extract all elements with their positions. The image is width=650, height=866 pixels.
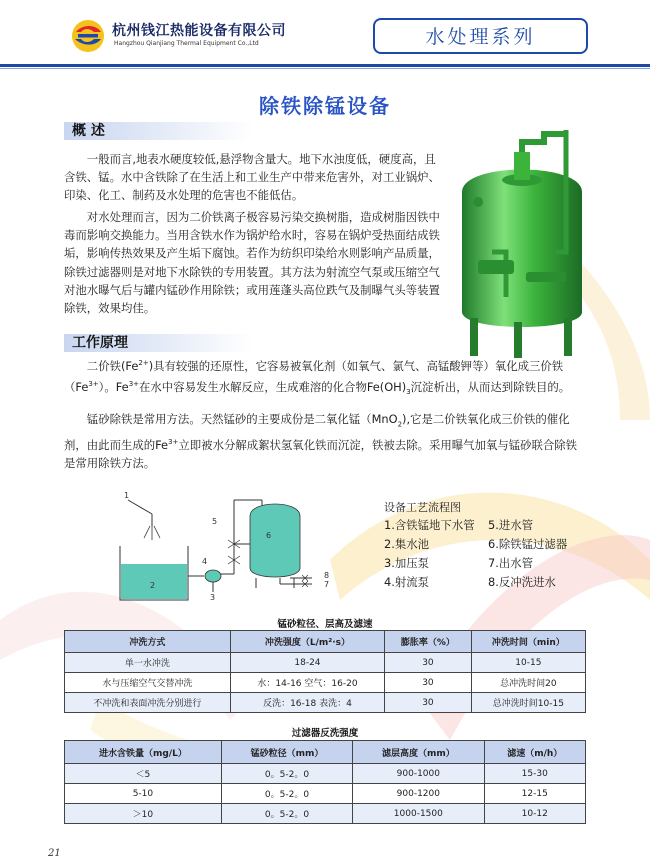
table-header: 冲洗方式 <box>65 631 231 653</box>
legend-item: 6.除铁锰过滤器 <box>488 537 568 551</box>
legend-item: 3.加压泵 <box>384 556 430 570</box>
table-cell: 不冲洗和表面冲洗分别进行 <box>65 693 231 713</box>
table-row <box>65 673 586 693</box>
table-cell: 18-24 <box>230 653 384 673</box>
section-principle-heading: 工作原理 <box>64 334 254 352</box>
table-cell: 15-30 <box>484 764 586 784</box>
table-cell: 5-10 <box>65 784 222 804</box>
table-cell: 30 <box>385 693 472 713</box>
header-divider <box>0 64 650 67</box>
table-row <box>65 764 586 784</box>
table-row <box>65 653 586 673</box>
table-header: 冲洗时间（min） <box>471 631 585 653</box>
table-cell: 30 <box>385 653 472 673</box>
table-cell: 30 <box>385 673 472 693</box>
table-header: 进水含铁量（mg/L） <box>65 741 222 764</box>
legend-item: 2.集水池 <box>384 537 430 551</box>
table-cell: 反洗：16-18 表洗：4 <box>230 693 384 713</box>
table-cell: 单一水冲洗 <box>65 653 231 673</box>
header-divider-thin <box>0 68 650 69</box>
table-header: 滤层高度（mm） <box>353 741 484 764</box>
company-name-cn: 杭州钱江热能设备有限公司 <box>112 23 286 39</box>
overview-paragraph-1: 一般而言,地表水硬度较低,悬浮物含量大。地下水浊度低，硬度高，且含铁、锰。水中含铁除了在生活上和工业生产中带来危害外，对工业锅炉、印染、化工、制药及水处理的危害也不能低估。 <box>64 152 440 203</box>
filter-parameter-table <box>64 740 586 824</box>
legend-item: 1.含铁锰地下水管 <box>384 518 475 532</box>
legend-list <box>384 516 567 592</box>
table-cell: 总冲洗时间20 <box>471 673 585 693</box>
table-cell: 水：14-16 空气：16-20 <box>230 673 384 693</box>
table-cell: 1000-1500 <box>353 804 484 824</box>
principle-paragraph-1: 二价铁$(Fe^{2+})$具有较强的还原性，它容易被氧化剂（如氧气、氯气、高锰酸钾等）氧化成三价铁$(Fe^{3+})$。$Fe^{3+}$在水中容易发生水解反应，生成难溶的化合物$Fe(OH)_3$沉淀析出，从而达到除铁目的。 <box>64 358 571 397</box>
table-cell: 10-15 <box>471 653 585 673</box>
table-cell: ＜5 <box>65 764 222 784</box>
legend-title: 设备工艺流程图 <box>384 501 461 514</box>
company-name-en: Hangzhou Qianjiang Thermal Equipment Co.,Ltd <box>114 40 259 47</box>
diagram-label-8: 8 <box>324 571 330 580</box>
series-label: 水处理系列 <box>373 18 588 54</box>
company-logo-icon <box>70 18 106 54</box>
legend-item: 4.射流泵 <box>384 575 430 589</box>
table-cell: 0。5-2。0 <box>221 804 352 824</box>
table-header: 冲洗强度（L/m²·s） <box>230 631 384 653</box>
diagram-label-3: 3 <box>210 593 216 602</box>
table1-caption: 锰砂粒径、层高及滤速 <box>277 619 373 630</box>
table-row <box>65 693 586 713</box>
backwash-table <box>64 630 586 713</box>
table-header: 膨胀率（%） <box>385 631 472 653</box>
table-cell: 总冲洗时间10-15 <box>471 693 585 713</box>
table-header: 滤速（m/h） <box>484 741 586 764</box>
page-number: 21 <box>48 848 61 859</box>
diagram-label-6: 6 <box>266 531 272 540</box>
overview-paragraph-2: 对水处理而言，因为二价铁离子极容易污染交换树脂，造成树脂因铁中毒而影响交换能力。当用含铁水作为锅炉给水时，容易在锅炉受热面结成铁垢，影响传热效果及产生垢下腐蚀。若作为纺织印染给水则影响产品质量，除铁过滤器则是对地下水除铁的专用装置。其方法为射流空气泵或压缩空气对池水曝气后与罐内锰砂作用除铁；或用莲蓬头高位跌气及制曝气头等装置除铁，效果均佳。 <box>64 210 440 316</box>
table-cell: 10-12 <box>484 804 586 824</box>
table-cell: 0。5-2。0 <box>221 784 352 804</box>
process-flow-diagram <box>100 488 340 613</box>
diagram-label-1: 1 <box>124 491 130 500</box>
table-row <box>65 784 586 804</box>
table-cell: 0。5-2。0 <box>221 764 352 784</box>
table2-caption: 过滤器反洗强度 <box>291 728 359 739</box>
table-cell: 12-15 <box>484 784 586 804</box>
table-cell: 900-1000 <box>353 764 484 784</box>
diagram-label-2: 2 <box>150 581 156 590</box>
table-cell: 水与压缩空气交替冲洗 <box>65 673 231 693</box>
legend-item: 7.出水管 <box>488 556 534 570</box>
diagram-label-7: 7 <box>324 580 330 589</box>
principle-paragraph-2: 锰砂除铁是常用方法。天然锰砂的主要成份是二氧化锰（MnO$_2$),它是二价铁氧化成三价铁的催化剂，由此而生成的$Fe^{3+}$立即被水分解成絮状氢氧化铁而沉淀，铁被去除。采用曝气加氧与锰砂联合除铁是常用除铁方法。 <box>64 412 578 471</box>
diagram-label-5: 5 <box>212 517 218 526</box>
section-overview-heading: 概 述 <box>64 122 254 140</box>
table-cell: ＞10 <box>65 804 222 824</box>
diagram-label-4: 4 <box>202 557 208 566</box>
page-title: 除铁除锰设备 <box>259 94 391 118</box>
table-cell: 900-1200 <box>353 784 484 804</box>
legend-item: 8.反冲洗进水 <box>488 575 556 589</box>
table-header: 锰砂粒径（mm） <box>221 741 352 764</box>
iron-manganese-filter-tank-image <box>448 122 596 362</box>
table-row <box>65 804 586 824</box>
legend-item: 5.进水管 <box>488 518 534 532</box>
